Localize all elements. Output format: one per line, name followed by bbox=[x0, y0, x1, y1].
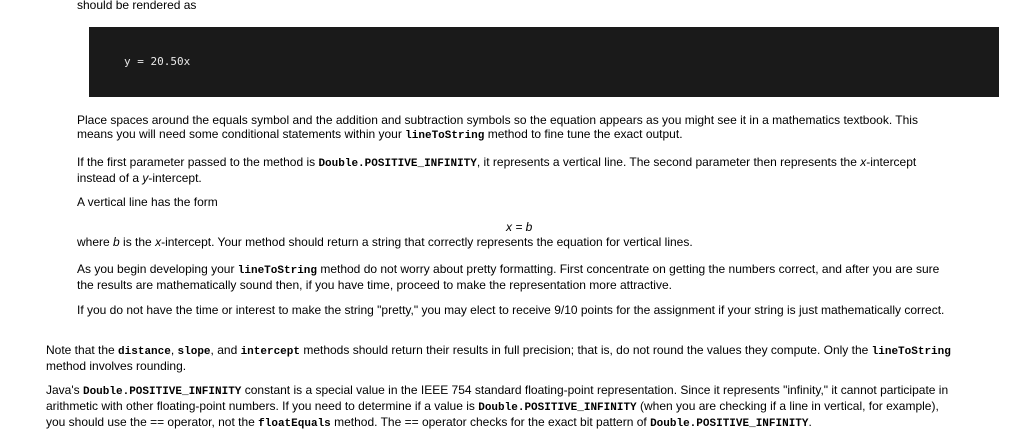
text: -intercept instead of a bbox=[77, 155, 917, 185]
paragraph-where-b bbox=[77, 235, 957, 249]
code-intercept: intercept bbox=[240, 346, 300, 358]
code-positive-infinity: Double.POSITIVE_INFINITY bbox=[318, 158, 477, 170]
intro-text: should be rendered as bbox=[77, 0, 197, 12]
code-positive-infinity: Double.POSITIVE_INFINITY bbox=[82, 386, 242, 398]
text: constant is a special value in the IEEE 754 standard floating-point representation. Since it represents "infinity," it cannot participate in arithmetic with other floating-point numbers. If you need to determine if a value is bbox=[46, 383, 949, 413]
code-lineToString: lineToString bbox=[871, 346, 951, 358]
text: , bbox=[170, 343, 178, 357]
math-y: y bbox=[142, 171, 149, 185]
code-lineToString: lineToString bbox=[405, 130, 485, 142]
code-distance: distance bbox=[118, 346, 171, 358]
text: Note that the bbox=[46, 343, 119, 357]
text: . bbox=[808, 415, 812, 429]
code-floatEquals: floatEquals bbox=[258, 418, 331, 430]
paragraph-developing bbox=[77, 262, 957, 292]
text: Place spaces around the equals symbol and the addition and subtraction symbols so the equation appears as you might see it in a mathematics textbook. This means you will need some conditional statements within your bbox=[77, 113, 918, 141]
text: method. The == operator checks for the exact bit pattern of bbox=[330, 415, 651, 429]
text: -intercept. bbox=[148, 171, 202, 185]
text: methods should return their results in full precision; that is, do not round the values they compute. Only the bbox=[300, 343, 872, 357]
paragraph-pretty: If you do not have the time or interest to make the string "pretty," you may elect to receive 9/10 points for the assignment if your string is just mathematically correct. bbox=[77, 303, 945, 317]
text: , and bbox=[210, 343, 241, 357]
math-b: b bbox=[113, 235, 120, 249]
formula-x-equals-b: x = b bbox=[506, 220, 533, 234]
text: Java's bbox=[46, 383, 83, 397]
text: is the bbox=[119, 235, 156, 249]
code-positive-infinity: Double.POSITIVE_INFINITY bbox=[478, 402, 637, 414]
text: If the first parameter passed to the method is bbox=[77, 155, 319, 169]
text: (when you are checking if a line in vertical, for example), you should use the == operator, not the bbox=[46, 399, 939, 429]
text: , it represents a vertical line. The second parameter then represents the bbox=[476, 155, 861, 169]
paragraph-infinity bbox=[46, 383, 956, 431]
code-block bbox=[89, 27, 999, 97]
code-positive-infinity: Double.POSITIVE_INFINITY bbox=[650, 418, 809, 430]
math-x: x bbox=[155, 235, 162, 249]
code-line: y = 20.50x bbox=[124, 55, 191, 68]
paragraph-spacing bbox=[77, 113, 957, 143]
math-x: x bbox=[860, 155, 867, 169]
code-slope: slope bbox=[177, 346, 211, 358]
text: method to fine tune the exact output. bbox=[484, 127, 683, 141]
text: method involves rounding. bbox=[46, 359, 187, 373]
text: As you begin developing your bbox=[77, 262, 238, 276]
text: method do not worry about pretty formatting. First concentrate on getting the numbers correct, and after you are sure the results are mathematically sound then, if you have time, proceed to make the representation more attractive. bbox=[77, 262, 940, 292]
code-lineToString: lineToString bbox=[237, 265, 317, 277]
paragraph-vertical-line bbox=[77, 155, 957, 185]
paragraph-precision bbox=[46, 343, 956, 373]
paragraph-form: A vertical line has the form bbox=[77, 195, 218, 209]
text: -intercept. Your method should return a string that correctly represents the equation for vertical lines. bbox=[161, 235, 693, 249]
text: where bbox=[77, 235, 114, 249]
